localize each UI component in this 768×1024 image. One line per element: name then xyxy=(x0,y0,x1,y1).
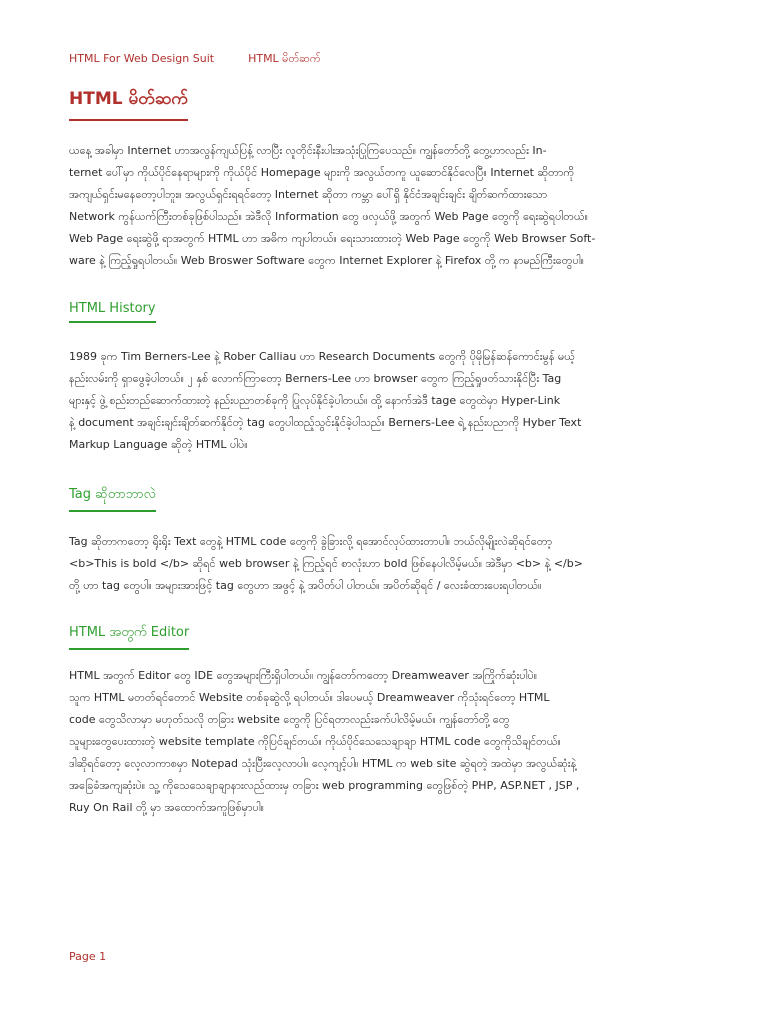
paragraph-line: HTML အတွက် Editor တွေ IDE တွေအများကြီးရှိပါတယ်။ ကျွန်တော်ကတော့ Dreamweaver အကြိုက်ဆုံးပါပဲ။ xyxy=(69,669,538,682)
html-history-paragraph xyxy=(69,346,689,456)
paragraph-line: code တွေသိလာမှာ မဟုတ်သလို တခြား website တွေကို ပြင်ရတာလည်းခက်ပါလိမ့်မယ်။ ကျွန်တော်တို့ တွေ xyxy=(69,713,510,726)
paragraph-line: တို့ ဟာ tag တွေပါ။ အများအားဖြင့် tag တွေဟာ အဖွင့် နဲ့ အပိတ်ပါ ပါတယ်။ အပိတ်ဆိုရင် / လေးခံထားပေးရပါတယ်။ xyxy=(69,579,542,592)
paragraph-line: <b>This is bold </b> ဆိုရင် web browser နဲ့ ကြည့်ရင် စာလုံးဟာ bold ဖြစ်နေပါလိမ့်မယ်။ အဲဒီမှာ <b> နဲ့ </b> xyxy=(69,557,583,570)
paragraph-line: 1989 ခုက Tim Berners-Lee နဲ့ Rober Calliau ဟာ Research Documents တွေကို ပိုမိုမြန်ဆန်ကောင်းမွန် မယ့် xyxy=(69,350,575,363)
paragraph-line: ဒါဆိုရင်တော့ လေ့လာကာစမှာ Notepad သုံးပြီးလေ့လာပါ။ လေ့ကျင့်ပါ။ HTML က web site ဆွဲရတဲ့ အထဲမှာ အလွယ်ဆုံးနဲ့ xyxy=(69,757,577,770)
page-title: HTML မိတ်ဆက် xyxy=(69,88,188,121)
paragraph-line: Markup Language ဆိုတဲ့ HTML ပါပဲ။ xyxy=(69,438,248,451)
page-number: Page 1 xyxy=(69,950,107,963)
paragraph-line: နဲ့ document အချင်းချင်းချိတ်ဆက်နိုင်တဲ့ tag တွေပါထည့်သွင်းနိုင်ခဲ့ပါသည်။ Berners-Lee ရဲ့ နည်းပညာကို Hyber Text xyxy=(69,416,582,429)
paragraph-line: Tag ဆိုတာကတော့ ရိုးရိုး Text တွေနဲ့ HTML code တွေကို ခွဲခြားလို့ ရအောင်လုပ်ထားတာပါ။ ဘယ်လိုမျိုးလဲဆိုရင်တော့ xyxy=(69,535,553,548)
section-heading-what-is-tag: Tag ဆိုတာဘာလဲ xyxy=(69,486,156,512)
paragraph-line: သူများတွေပေးထားတဲ့ website template ကိုပြင်ချင်တယ်။ ကိုယ်ပိုင်သေသေချာချာ HTML code တွေကိုသိချင်တယ်။ xyxy=(69,735,561,748)
paragraph-line: အခြေခံအကျဆုံးပဲ။ သူ့ ကိုသေသေချာချာနားလည်ထားမှ တခြား web programming တွေဖြစ်တဲ့ PHP, ASP.NET , JSP , xyxy=(69,779,580,792)
paragraph-line: အကျယ်ရှင်းမနေတော့ပါဘူး။ အလွယ်ရှင်းရရင်တော့ Internet ဆိုတာ ကမ္ဘာ ပေါ်ရှိ နိုင်ငံအချင်းချင်း ချိတ်ဆက်ထားသော xyxy=(69,188,548,201)
page-header xyxy=(69,52,321,68)
section-heading-html-history: HTML History xyxy=(69,301,156,323)
paragraph-line: များနှင့် ဖွဲ့ စည်းတည်ဆောက်ထားတဲ့ နည်းပညာတစ်ခုကို ပြုလုပ်နိုင်ခဲ့ပါတယ်။ ထို့ နောက်အဲဒီ tage တွေထဲမှာ Hyper-Link xyxy=(69,394,561,407)
paragraph-line: ware နဲ့ ကြည့်ရှုရပါတယ်။ Web Broswer Software တွေက Internet Explorer နဲ့ Firefox တို့ က နာမည်ကြီးတွေပါ။ xyxy=(69,254,584,267)
paragraph-line: ယနေ့ အခါမှာ Internet ဟာအလွန်ကျယ်ပြန့် လာပြီး လူတိုင်းနီးပါးအသုံးပြုကြပေသည်။ ကျွန်တော်တို့ တွေ့ဟာလည်း In- xyxy=(69,144,547,157)
paragraph-line: Web Page ရေးဆွဲဖို့ ရာအတွက် HTML ဟာ အဓိက ကျပါတယ်။ ရေးသားထားတဲ့ Web Page တွေကို Web Browser Soft- xyxy=(69,232,596,245)
paragraph-line: Ruy On Rail တို့ မှာ အထောက်အကူဖြစ်မှာပါ။ xyxy=(69,801,264,814)
section-heading-html-editor: HTML အတွက် Editor xyxy=(69,624,189,650)
header-doc-title: HTML For Web Design Suit xyxy=(69,52,215,65)
paragraph-line: Network ကွန်ယက်ကြီးတစ်ခုဖြစ်ပါသည်။ အဲဒီလို Information တွေ ဖလှယ်ဖို့ အတွက် Web Page တွေကို ရေးဆွဲရပါတယ်။ xyxy=(69,210,588,223)
what-is-tag-paragraph xyxy=(69,531,689,597)
intro-paragraph xyxy=(69,140,689,272)
header-section-title: HTML မိတ်ဆက် xyxy=(248,52,321,65)
paragraph-line: ternet ပေါ်မှာ ကိုယ်ပိုင်နေရာများကို ကိုယ်ပိုင် Homepage များကို အလွယ်တကူ ယူဆောင်နိုင်လေပြီ။ Internet ဆိုတာကို xyxy=(69,166,575,179)
html-editor-paragraph xyxy=(69,665,689,819)
paragraph-line: နည်းလမ်းကို ရှာဖွေခဲ့ပါတယ်။ ၂ နှစ် လောက်ကြာတော့ Berners-Lee ဟာ browser တွေက ကြည့်ရှုဖတ်သားနိုင်ပြီး Tag xyxy=(69,372,562,385)
paragraph-line: သူက HTML မတတ်ရင်တောင် Website တစ်ခုဆွဲလို့ ရပါတယ်။ ဒါပေမယ့် Dreamweaver ကိုသုံးရင်တော့ HTML xyxy=(69,691,550,704)
